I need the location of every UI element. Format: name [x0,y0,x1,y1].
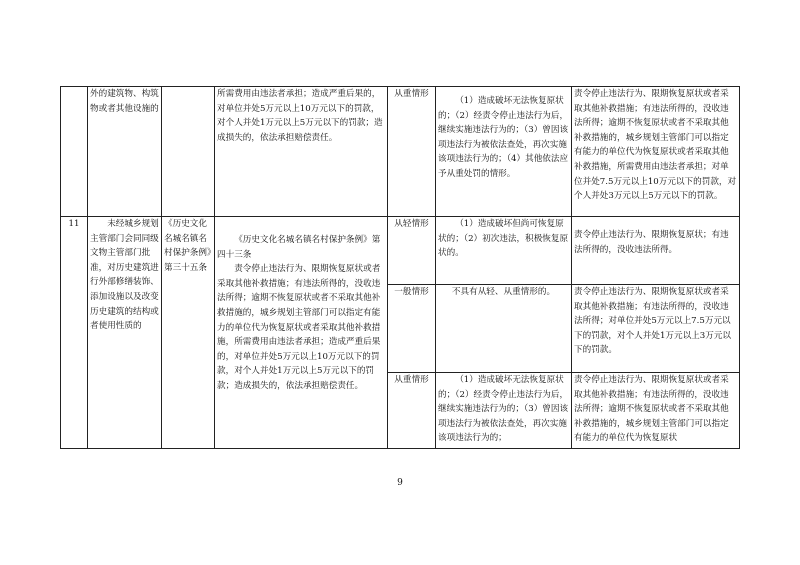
penalty-title: 《历史文化名城名镇名村保护条例》第四十三条 [217,235,381,260]
conditions-cell: （1）造成破坏但尚可恢复原状的；（2）初次违法，积极恢复原状的。 [436,217,572,285]
standard-cell: 责令停止违法行为、限期恢复原状或者采取其他补救措施；有违法所得的，没收违法所得；对单位并处5万元以上7.5万元以下的罚款，对个人并处1万元以上3万元以下的罚款。 [572,285,740,373]
standard-cell: 责令停止违法行为、限期恢复原状或者采取其他补救措施；有违法所得的，没收违法所得；逾期不恢复原状或者不采取其他补救措施的，城乡规划主管部门可以指定有能力的单位代为恢复原状或者采取其他补救措施，所需费用由违法者承担；对单位并处7.5万元以上10万元以下的罚款，对个人并处3万元以上5万元以下的罚款。 [572,87,740,217]
page-number: 9 [397,478,403,488]
behavior-cell: 未经城乡规划主管部门会同同级文物主管部门批准，对历史建筑进行外部修缮装饰、添加设施以及改变历史建筑的结构或者使用性质的 [88,217,162,449]
conditions-cell: （1）造成破坏无法恢复原状的；（2）经责令停止违法行为后，继续实施违法行为的；（3）曾因该项违法行为被依法查处，再次实施该项违法行为的；（4）其他依法应予从重处罚的情形。 [436,87,572,217]
penalty-clause-cell [215,217,388,449]
conditions-cell: 不具有从轻、从重情形的。 [436,285,572,373]
penalty-clause-text: 责令停止违法行为、限期恢复原状或者采取其他补救措施；有违法所得的，没收违法所得；逾期不恢复原状或者不采取其他补救措施的，城乡规划主管部门可以指定有能力的单位代为恢复原状或者采取其他补救措施，所需费用由违法者承担；造成严重后果的，对单位并处5万元以上10万元以下的罚款，对个人并处1万元以上5万元以下的罚款；造成损失的，依法承担赔偿责任。 [217,264,381,391]
index-cell [61,87,88,217]
situation-cell: 从重情形 [388,87,436,217]
behavior-cell: 外的建筑物、构筑物或者其他设施的 [88,87,162,217]
legal-basis-cell [162,87,215,217]
legal-basis-cell: 《历史文化名城名镇名村保护条例》第三十五条 [162,217,215,449]
situation-cell: 一般情形 [388,285,436,373]
index-cell: 11 [61,217,88,449]
table-row [61,217,740,285]
situation-cell: 从重情形 [388,373,436,449]
penalty-clause-text: 所需费用由违法者承担；造成严重后果的，对单位并处5万元以上10万元以下的罚款，对个人并处1万元以上5万元以下的罚款；造成损失的，依法承担赔偿责任。 [217,89,383,143]
standard-cell: 责令停止违法行为、限期恢复原状；有违法所得的，没收违法所得。 [572,217,740,285]
table-row [61,87,740,217]
penalty-clause-cell [215,87,388,217]
penalty-discretion-table [60,86,740,449]
situation-cell: 从轻情形 [388,217,436,285]
conditions-cell: （1）造成破坏无法恢复原状的；（2）经责令停止违法行为后，继续实施违法行为的；（3）曾因该项违法行为被依法查处，再次实施该项违法行为的； [436,373,572,449]
standard-cell: 责令停止违法行为、限期恢复原状或者采取其他补救措施；有违法所得的，没收违法所得；逾期不恢复原状或者不采取其他补救措施的，城乡规划主管部门可以指定有能力的单位代为恢复原状 [572,373,740,449]
